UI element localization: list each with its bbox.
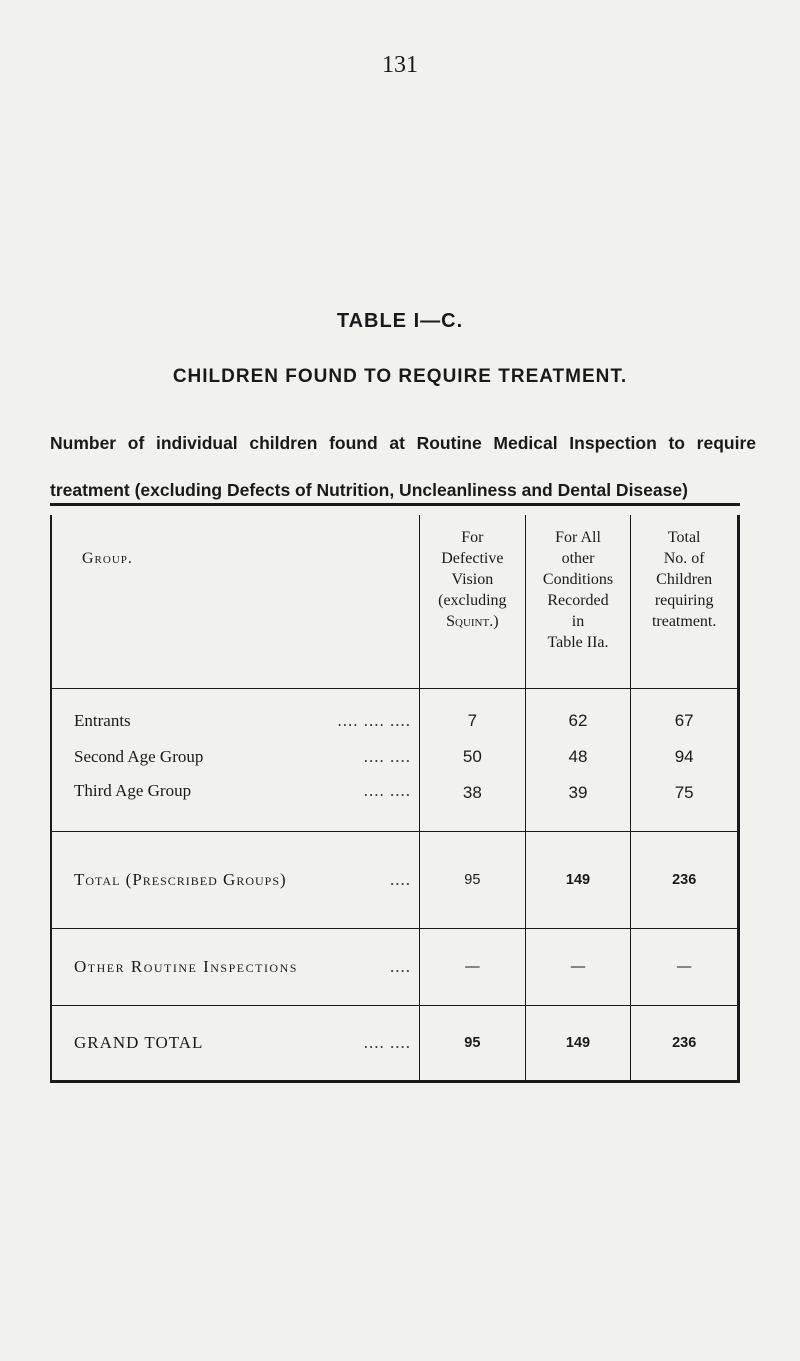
row-label-text: Third Age Group xyxy=(74,781,192,800)
header-other-line: in xyxy=(571,613,585,630)
cell-vision: 7 xyxy=(420,689,526,740)
cell-vision: 95 xyxy=(420,1006,526,1082)
header-other-line: other xyxy=(561,550,595,567)
cell-total: 67 xyxy=(631,689,739,740)
dot-leaders: .... xyxy=(390,957,412,976)
dot-leaders: .... .... .... xyxy=(337,711,412,730)
cell-vision: 95 xyxy=(420,832,526,929)
header-other-conditions xyxy=(525,515,631,689)
header-total xyxy=(631,515,739,689)
cell-total: 236 xyxy=(631,832,739,929)
cell-vision: 38 xyxy=(420,775,526,832)
header-vision-line: For xyxy=(461,529,484,546)
header-group: Group. xyxy=(51,515,420,689)
row-label-text: GRAND TOTAL xyxy=(74,1033,204,1052)
header-other-line: Table IIa. xyxy=(547,634,609,651)
header-total-line: requiring xyxy=(654,592,714,609)
row-label-text: Second Age Group xyxy=(74,747,204,766)
header-vision-line: Defective xyxy=(441,550,504,567)
row-label xyxy=(51,1006,420,1082)
dot-leaders: .... .... xyxy=(363,781,412,800)
cell-vision: — xyxy=(420,929,526,1006)
dot-leaders: .... xyxy=(390,870,412,889)
row-label-text: Total (Prescribed Groups) xyxy=(74,870,287,889)
top-rule xyxy=(50,503,740,506)
dot-leaders: .... .... xyxy=(363,747,412,766)
row-label xyxy=(51,929,420,1006)
header-total-line: No. of xyxy=(663,550,705,567)
table-row xyxy=(51,739,739,775)
page-number: 131 xyxy=(382,52,418,78)
cell-other: 48 xyxy=(525,739,631,775)
header-total-line: treatment. xyxy=(651,613,717,630)
row-label-text: Other Routine Inspections xyxy=(74,957,298,976)
table-row xyxy=(51,689,739,740)
row-label xyxy=(51,775,420,832)
cell-other: 149 xyxy=(525,832,631,929)
header-vision-line: Vision xyxy=(451,571,494,588)
cell-total: 94 xyxy=(631,739,739,775)
header-total-line: Total xyxy=(667,529,701,546)
header-other-line: Conditions xyxy=(542,571,614,588)
table-description: Number of individual children found at Routine Medical Inspection to require treatment (excluding Defects of Nutrition, Uncleanliness and Dental Disease) xyxy=(50,433,756,500)
cell-vision: 50 xyxy=(420,739,526,775)
cell-other: 39 xyxy=(525,775,631,832)
grand-total-row xyxy=(51,1006,739,1082)
header-defective-vision xyxy=(420,515,526,689)
header-vision-line: Squint.) xyxy=(446,613,499,630)
dot-leaders: .... .... xyxy=(363,1033,412,1052)
table-title: TABLE I—C. xyxy=(336,310,464,332)
cell-total: — xyxy=(631,929,739,1006)
row-label-text: Entrants xyxy=(74,711,131,730)
header-vision-line: (excluding xyxy=(438,592,507,609)
other-routine-row xyxy=(51,929,739,1006)
header-total-line: Children xyxy=(656,571,713,588)
total-prescribed-row xyxy=(51,832,739,929)
treatment-table xyxy=(50,515,740,1083)
row-label xyxy=(51,739,420,775)
table-subtitle: CHILDREN FOUND TO REQUIRE TREATMENT. xyxy=(172,366,628,387)
cell-total: 236 xyxy=(631,1006,739,1082)
cell-other: 62 xyxy=(525,689,631,740)
row-label xyxy=(51,832,420,929)
row-label xyxy=(51,689,420,740)
header-other-line: For All xyxy=(555,529,601,546)
table-row xyxy=(51,775,739,832)
cell-total: 75 xyxy=(631,775,739,832)
cell-other: 149 xyxy=(525,1006,631,1082)
cell-other: — xyxy=(525,929,631,1006)
header-row xyxy=(51,515,739,689)
header-other-line: Recorded xyxy=(547,592,609,609)
